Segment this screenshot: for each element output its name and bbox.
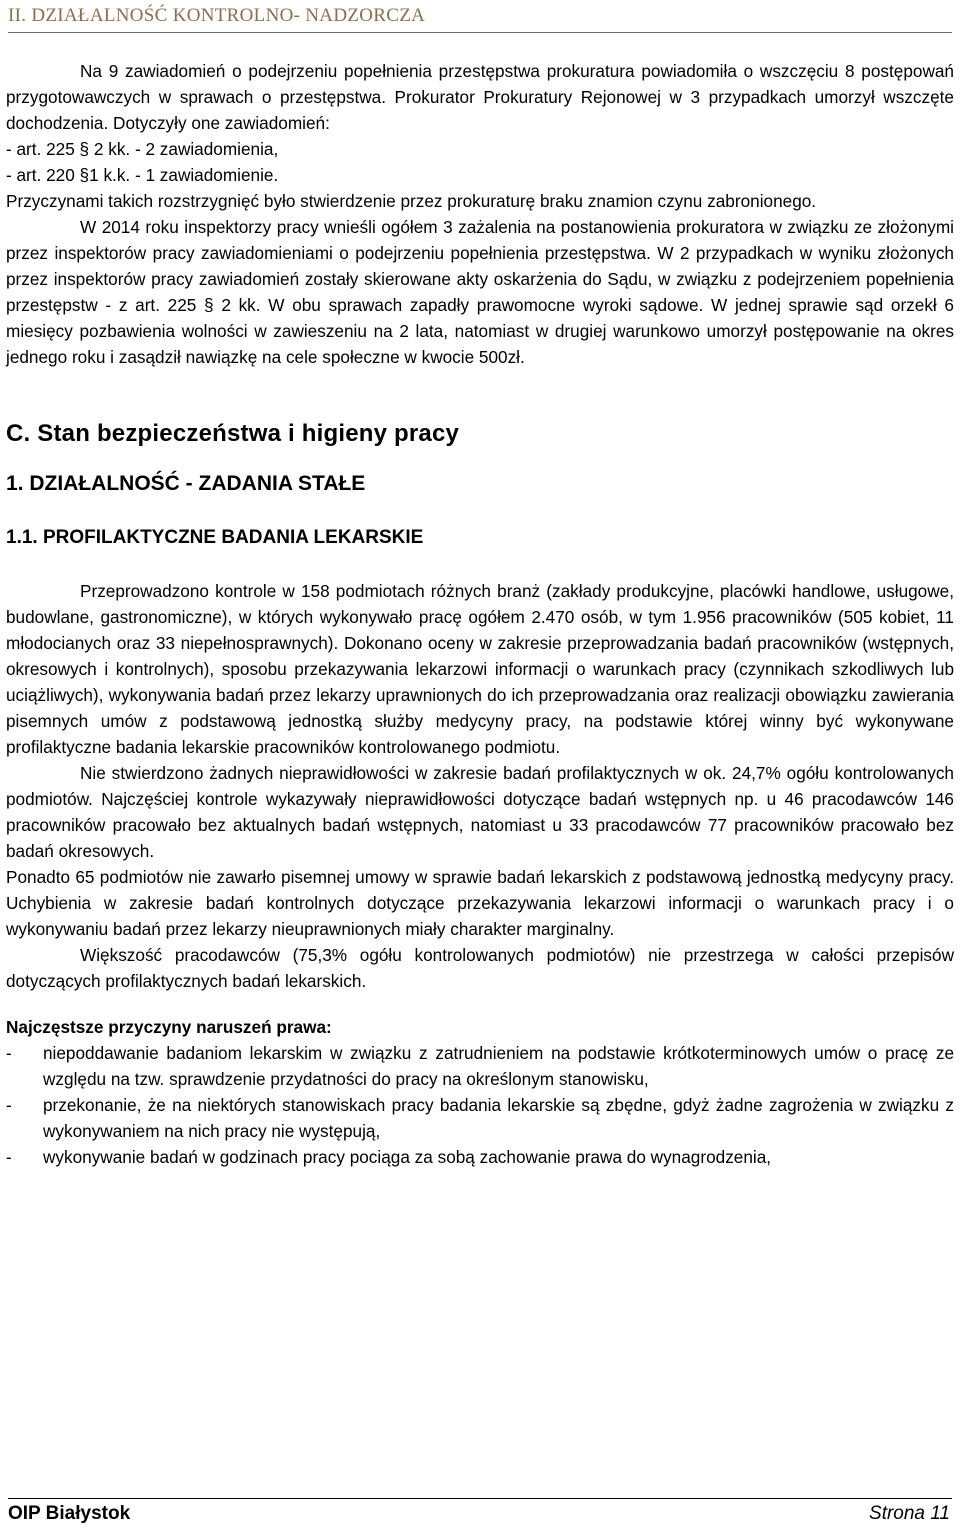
page-header (8, 2, 952, 33)
list-item (6, 1092, 954, 1144)
paragraph-irregularities: Nie stwierdzono żadnych nieprawidłowości w zakresie badań profilaktycznych w ok. 24,7% ogółu kontrolowanych podmiotów. Najczęściej kontrole wykazywały nieprawidłowości dotyczące badań wstępnych np. u 46 pracodawców 146 pracowników pracowało bez aktualnych badań wstępnych, natomiast u 33 pracodawców 77 pracowników pracowało bez badań okresowych. (6, 763, 954, 861)
causes-list (6, 1040, 954, 1170)
document-body (6, 58, 954, 1170)
line-art-220: - art. 220 §1 k.k. - 1 zawiadomienie. (6, 165, 279, 185)
list-item (6, 1040, 954, 1092)
list-item-text: przekonanie, że na niektórych stanowiskach pracy badania lekarskie są zbędne, gdyż żadne zagrożenia w związku z wykonywaniem na nich pracy nie występują, (43, 1095, 954, 1141)
page-footer (8, 1498, 952, 1531)
paragraph-reasons: Przyczynami takich rozstrzygnięć było stwierdzenie przez prokuraturę braku znamion czynu zabronionego. (6, 191, 817, 211)
list-dash: - (6, 1043, 12, 1063)
paragraph-complaints: W 2014 roku inspektorzy pracy wnieśli ogółem 3 zażalenia na postanowienia prokuratora w związku ze złożonymi przez inspektorów pracy zawiadomieniami o podejrzeniu popełnienia przestępstwa. W 2 przypadkach w wyniku złożonych przez inspektorów pracy zawiadomień zostały skierowane akty oskarżenia do Sądu, w związku z podejrzeniem popełnienia przestępstw - z art. 225 § 2 kk. W obu sprawach zapadły prawomocne wyroki sądowe. W jednej sprawie sąd orzekł 6 miesięcy pozbawienia wolności w zawieszeniu na 2 lata, natomiast w drugiej warunkowo umorzył postępowanie na okres jednego roku i zasądził nawiązkę na cele społeczne w kwocie 500zł. (6, 217, 954, 367)
paragraph-prosecution-notifications: Na 9 zawiadomień o podejrzeniu popełnienia przestępstwa prokuratura powiadomiła o wszczęciu 8 postępowań przygotowawczych w sprawach o przestępstwa. Prokurator Prokuratury Rejonowej w 3 przypadkach umorzył wszczęte dochodzenia. Dotyczyły one zawiadomień: (6, 61, 954, 133)
paragraph-contracts: Ponadto 65 podmiotów nie zawarło pisemnej umowy w sprawie badań lekarskich z podstawową jednostką medycyny pracy. Uchybienia w zakresie badań kontrolnych dotyczące przekazywania lekarzowi informacji o warunkach pracy i o wykonywaniu badań przez lekarzy nieuprawnionych miały charakter marginalny. (6, 867, 954, 939)
list-item-text: wykonywanie badań w godzinach pracy pociąga za sobą zachowanie prawa do wynagrodzenia, (43, 1147, 772, 1167)
footer-office-name: OIP Białystok (8, 1503, 131, 1524)
causes-title: Najczęstsze przyczyny naruszeń prawa: (6, 1017, 332, 1037)
section-heading-c: C. Stan bezpieczeństwa i higieny pracy (6, 420, 460, 447)
line-art-225: - art. 225 § 2 kk. - 2 zawiadomienia, (6, 139, 279, 159)
chapter-title: II. DZIAŁALNOŚĆ KONTROLNO- NADZORCZA (8, 5, 426, 26)
paragraph-inspections: Przeprowadzono kontrole w 158 podmiotach różnych branż (zakłady produkcyjne, placówki handlowe, usługowe, budowlane, gastronomiczne), w których wykonywało pracę ogółem 2.470 osób, w tym 1.956 pracowników (505 kobiet, 11 młodocianych oraz 33 niepełnosprawnych). Dokonano oceny w zakresie przeprowadzania badań pracowników (wstępnych, okresowych i kontrolnych), sposobu przekazywania lekarzowi informacji o warunkach pracy (czynnikach szkodliwych lub uciążliwych), wykonywania badań przez lekarzy uprawnionych do ich przeprowadzania oraz realizacji obowiązku zawierania pisemnych umów z podstawową jednostką służby medycyny pracy, na podstawie której winny być wykonywane profilaktyczne badania lekarskie pracowników kontrolowanego podmiotu. (6, 581, 954, 757)
list-dash: - (6, 1095, 12, 1115)
list-dash: - (6, 1147, 12, 1167)
footer-page-number: Strona 11 (869, 1503, 950, 1524)
paragraph-majority: Większość pracodawców (75,3% ogółu kontrolowanych podmiotów) nie przestrzega w całości przepisów dotyczących profilaktycznych badań lekarskich. (6, 945, 954, 991)
list-item-text: niepoddawanie badaniom lekarskim w związku z zatrudnieniem na podstawie krótkoterminowych umów o pracę ze względu na tzw. sprawdzenie przydatności do pracy na określonym stanowisku, (43, 1043, 954, 1089)
section-heading-1-1: 1.1. PROFILAKTYCZNE BADANIA LEKARSKIE (6, 527, 424, 548)
list-item (6, 1144, 954, 1170)
section-heading-1: 1. DZIAŁALNOŚĆ - ZADANIA STAŁE (6, 472, 366, 495)
